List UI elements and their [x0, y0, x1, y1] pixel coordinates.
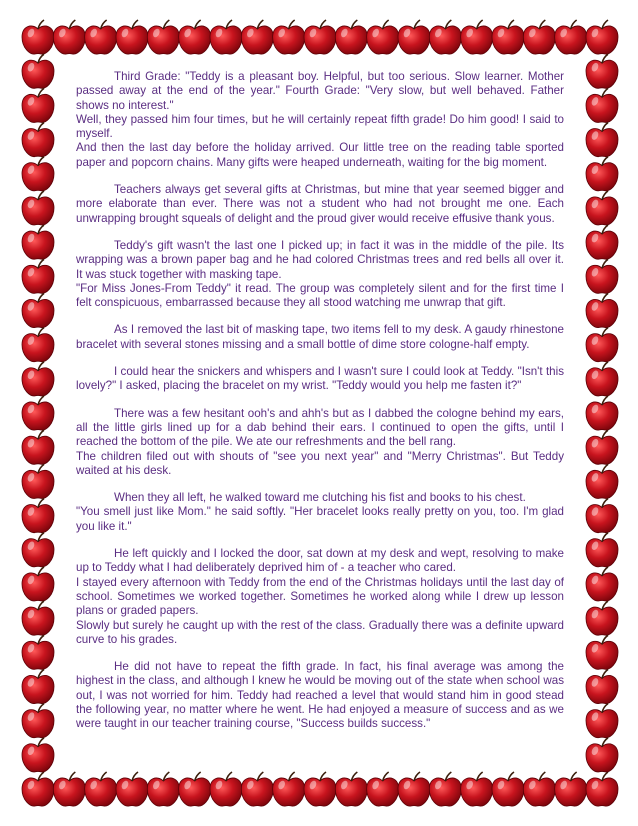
apple-icon — [22, 772, 54, 806]
apple-icon — [461, 772, 493, 806]
apple-icon — [335, 772, 367, 806]
apple-icon — [22, 191, 54, 225]
apple-icon — [586, 123, 618, 157]
apple-icon — [22, 635, 54, 669]
apple-icon — [586, 259, 618, 293]
apple-icon — [22, 533, 54, 567]
story-paragraph: I could hear the snickers and whispers and I wasn't sure I could look at Teddy. "Isn't this lovely?" I asked, placing the bracelet on my wrist. "Teddy would you help me fasten it?" — [76, 365, 564, 393]
apple-icon — [179, 20, 211, 54]
story-text — [76, 70, 564, 732]
story-paragraph: He did not have to repeat the fifth grade. In fact, his final average was among the highest in the class, and although I knew he would be moving out of the state when school was out, I was not worried for him. Teddy had reached a level that would stand him in good stead the following year, no matter where he went. He had enjoyed a measure of success and as we were taught in our teacher training course, "Success builds success." — [76, 660, 564, 731]
apple-icon — [116, 772, 148, 806]
apple-icon — [210, 772, 242, 806]
apple-icon — [586, 704, 618, 738]
apple-icon — [586, 362, 618, 396]
apple-icon — [22, 601, 54, 635]
apple-icon — [147, 772, 179, 806]
apple-icon — [492, 772, 524, 806]
apple-icon — [429, 20, 461, 54]
apple-icon — [586, 567, 618, 601]
apple-icon — [22, 157, 54, 191]
apple-icon — [22, 396, 54, 430]
story-paragraph: When they all left, he walked toward me clutching his fist and books to his chest. — [114, 491, 526, 505]
apple-icon — [22, 88, 54, 122]
apple-icon — [555, 772, 587, 806]
apple-icon — [22, 738, 54, 772]
apple-icon — [22, 259, 54, 293]
apple-icon — [523, 20, 555, 54]
story-paragraph: Teddy's gift wasn't the last one I picked up; in fact it was in the middle of the pile. Its wrapping was a brown paper bag and he had colored Christmas trees and red bells all over it. It was stuck together with masking tape. — [76, 238, 564, 281]
apple-icon — [22, 669, 54, 703]
apple-icon — [586, 225, 618, 259]
apple-icon — [586, 88, 618, 122]
apple-icon — [586, 499, 618, 533]
apple-icon — [53, 20, 85, 54]
story-paragraph: And then the last day before the holiday arrived. Our little tree on the reading table sported paper and popcorn chains. Many gifts were heaped underneath, waiting for the big moment. — [76, 141, 564, 169]
apple-icon — [586, 157, 618, 191]
apple-icon — [586, 430, 618, 464]
apple-icon — [22, 293, 54, 327]
apple-icon — [85, 772, 117, 806]
apple-icon — [116, 20, 148, 54]
apple-icon — [22, 362, 54, 396]
apple-icon — [586, 772, 618, 806]
apple-icon — [586, 20, 618, 54]
apple-icon — [429, 772, 461, 806]
apple-icon — [22, 123, 54, 157]
apple-icon — [586, 635, 618, 669]
apple-icon — [241, 20, 273, 54]
apple-icon — [304, 20, 336, 54]
apple-icon — [241, 772, 273, 806]
apple-icon — [523, 772, 555, 806]
apple-icon — [398, 20, 430, 54]
apple-icon — [179, 772, 211, 806]
story-paragraph: There was a few hesitant ooh's and ahh's but as I dabbed the cologne behind my ears, all the little girls lined up for a dab behind their ears. I continued to open the gifts, until I reached the bottom of the pile. We ate our refreshments and the bell rang. — [76, 406, 564, 449]
apple-icon — [53, 772, 85, 806]
apple-icon — [22, 328, 54, 362]
story-paragraph: I stayed every afternoon with Teddy from the end of the Christmas holidays until the last day of school. Sometimes we worked together. Sometimes he worked along while I drew up lesson plans or graded papers. — [76, 575, 564, 618]
apple-icon — [555, 20, 587, 54]
apple-icon — [398, 772, 430, 806]
story-paragraph: He left quickly and I locked the door, sat down at my desk and wept, resolving to make up to Teddy what I had deliberately deprived him of - a teacher who cared. — [76, 547, 564, 575]
story-paragraph: "You smell just like Mom." he said softly. "Her bracelet looks really pretty on you, too. I'm glad you like it." — [76, 505, 564, 533]
story-paragraph: As I removed the last bit of masking tape, two items fell to my desk. A gaudy rhinestone bracelet with several stones missing and a small bottle of dime store cologne-half empty. — [76, 323, 564, 351]
story-paragraph: "For Miss Jones-From Teddy" it read. The group was completely silent and for the first time I felt conspicuous, embarrassed because they all stood watching me unwrap that gift. — [76, 281, 564, 310]
apple-icon — [22, 225, 54, 259]
story-paragraph: Well, they passed him four times, but he will certainly repeat fifth grade! Do him good! I said to myself. — [76, 112, 564, 141]
story-paragraph: The children filed out with shouts of "see you next year" and "Merry Christmas". But Teddy waited at his desk. — [76, 449, 564, 477]
apple-icon — [461, 20, 493, 54]
apple-icon — [273, 772, 305, 806]
apple-icon — [586, 464, 618, 498]
apple-icon — [586, 601, 618, 635]
story-paragraph: Slowly but surely he caught up with the rest of the class. Gradually there was a definite upward curve to his grades. — [76, 618, 564, 646]
story-paragraph: Teachers always get several gifts at Christmas, but mine that year seemed bigger and more elaborate than ever. There was not a student who had not brought me one. Each unwrapping brought squeals of delight and the proud giver would receive effusive thank yous. — [76, 183, 564, 225]
apple-icon — [586, 533, 618, 567]
apple-icon — [335, 20, 367, 54]
apple-icon — [586, 328, 618, 362]
apple-icon — [22, 430, 54, 464]
apple-icon — [85, 20, 117, 54]
story-paragraph: Third Grade: "Teddy is a pleasant boy. Helpful, but too serious. Slow learner. Mother passed away at the end of the year." Fourth Grade: "Very slow, but well behaved. Father shows no interest." — [76, 70, 564, 112]
apple-icon — [22, 54, 54, 88]
apple-icon — [147, 20, 179, 54]
apple-icon — [586, 669, 618, 703]
apple-icon — [304, 772, 336, 806]
apple-icon — [210, 20, 242, 54]
apple-icon — [22, 499, 54, 533]
apple-icon — [586, 738, 618, 772]
apple-icon — [22, 704, 54, 738]
apple-icon — [492, 20, 524, 54]
apple-icon — [273, 20, 305, 54]
apple-icon — [586, 293, 618, 327]
apple-icon — [22, 567, 54, 601]
apple-icon — [367, 20, 399, 54]
apple-icon — [586, 54, 618, 88]
apple-icon — [586, 191, 618, 225]
apple-icon — [22, 464, 54, 498]
apple-icon — [22, 20, 54, 54]
apple-icon — [586, 396, 618, 430]
apple-icon — [367, 772, 399, 806]
